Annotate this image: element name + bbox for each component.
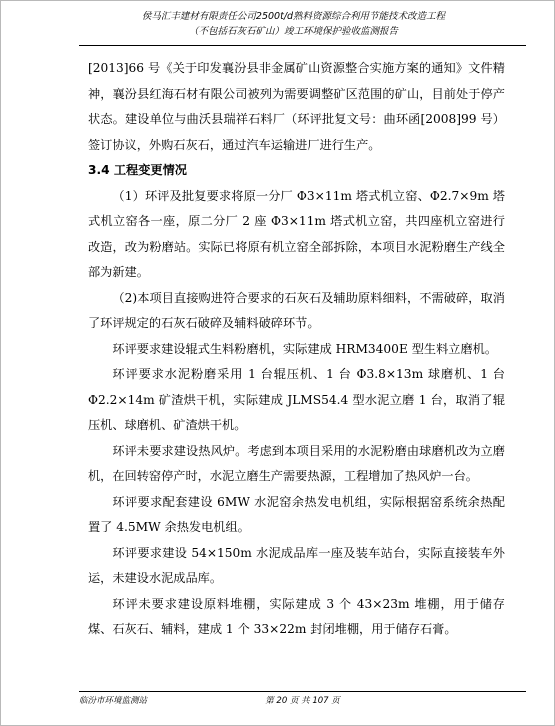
paragraph-3: （2)本项目直接购进符合要求的石灰石及辅助原料细料，不需破碎，取消了环评规定的石灰石破碎及辅料破碎环节。 <box>88 290 505 330</box>
section-heading: 3.4 工程变更情况 <box>88 163 187 177</box>
paragraph-1: [2013]66 号《关于印发襄汾县非金属矿山资源整合实施方案的通知》文件精神，襄汾县红海石材有限公司被列为需要调整矿区范围的矿山，目前处于停产状态。建设单位与曲沃县瑞祥石料厂（环评批复文号：曲环函[2008]99 号）签订协议，外购石灰石，通过汽车运输进厂进行生产。 <box>88 61 505 152</box>
paragraph-4: 环评要求建设辊式生料粉磨机，实际建成 HRM3400E 型生料立磨机。 <box>112 341 498 356</box>
paragraph-7: 环评要求配套建设 6MW 水泥窑余热发电机组，实际根据窑系统余热配置了 4.5MW 余热发电机组。 <box>88 494 505 534</box>
paragraph-8: 环评要求建设 54×150m 水泥成品库一座及装车站台，实际直接装车外运，未建设水泥成品库。 <box>88 545 505 585</box>
header-divider <box>79 45 526 46</box>
header-title-line2: （不包括石灰石矿山）竣工环境保护验收监测报告 <box>188 26 398 37</box>
footer-organization: 临汾市环境监测站 <box>79 696 148 706</box>
paragraph-5: 环评要求水泥粉磨采用 1 台辊压机、1 台 Φ3.8×13m 球磨机、1 台 Φ2.2×14m 矿渣烘干机，实际建成 JLMS54.4 型水泥立磨 1 台，取消了辊压机、球磨机、矿渣烘干机。 <box>88 367 505 432</box>
paragraph-9: 环评未要求建设原料堆棚，实际建成 3 个 43×23m 堆棚，用于储存煤、石灰石、辅料，建成 1 个 33×22m 封闭堆棚，用于储存石膏。 <box>88 596 505 636</box>
document-body <box>88 56 505 643</box>
footer-divider <box>79 691 526 692</box>
header-title-line1: 侯马汇丰建材有限责任公司2500t/d熟料资源综合利用节能技术改造工程 <box>141 11 446 22</box>
footer-page-number: 第 20 页 共 107 页 <box>265 696 340 706</box>
paragraph-6: 环评未要求建设热风炉。考虑到本项目采用的水泥粉磨由球磨机改为立磨机，在回转窑停产时，水泥立磨生产需要热源，工程增加了热风炉一台。 <box>88 443 505 483</box>
page-header <box>61 9 526 39</box>
paragraph-2: （1）环评及批复要求将原一分厂 Φ3×11m 塔式机立窑、Φ2.7×9m 塔式机立窑各一座，原二分厂 2 座 Φ3×11m 塔式机立窑，共四座机立窑进行改造，改为粉磨站。实际已将原有机立窑全部拆除，本项目水泥粉磨生产线全部为新建。 <box>88 188 505 279</box>
